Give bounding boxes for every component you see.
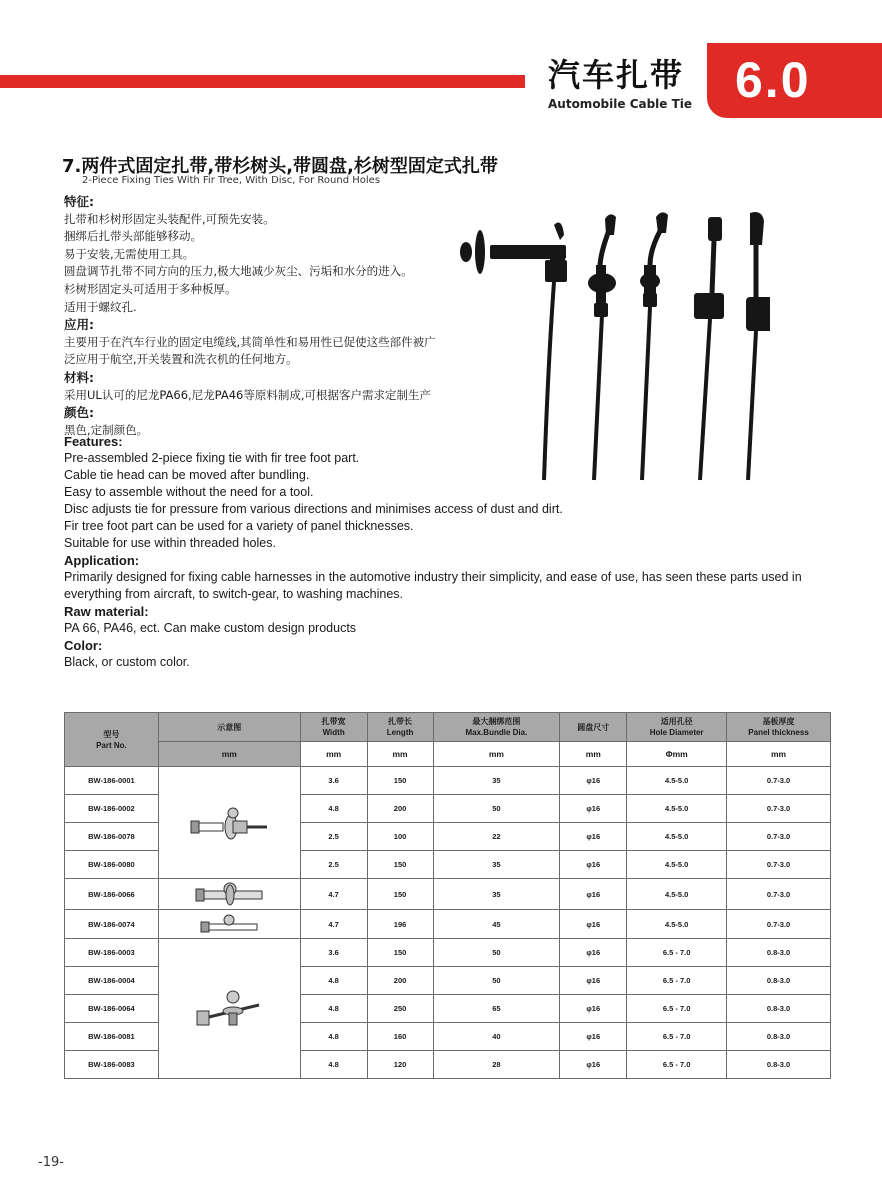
- cell-bundle: 35: [433, 879, 560, 910]
- cell-disc: φ16: [560, 879, 627, 910]
- cell-bundle: 35: [433, 767, 560, 795]
- header-disc: 圆盘尺寸: [560, 713, 627, 742]
- cell-length: 150: [367, 879, 433, 910]
- cell-panel: 0.7-3.0: [727, 823, 831, 851]
- cn-application: 主要用于在汽车行业的固定电缆线,其简单性和易用性已促使这些部件被广泛应用于航空,开关装置和洗衣机的任何地方。: [64, 334, 436, 367]
- cell-length: 250: [367, 995, 433, 1023]
- cell-width: 4.7: [300, 910, 367, 939]
- unit-hole: Φmm: [627, 742, 727, 767]
- table-row: [65, 939, 831, 967]
- cell-length: 200: [367, 795, 433, 823]
- cn-material: 采用UL认可的尼龙PA66,尼龙PA46等原料制成,可根据客户需求定制生产: [64, 387, 432, 402]
- cell-length: 196: [367, 910, 433, 939]
- section-title-cn: 7.两件式固定扎带,带杉树头,带圆盘,杉树型固定式扎带: [62, 156, 498, 177]
- tie-diagram-icon: [189, 983, 269, 1033]
- cell-disc: φ16: [560, 939, 627, 967]
- cell-bundle: 50: [433, 795, 560, 823]
- cell-width: 4.8: [300, 795, 367, 823]
- cell-diagram: [158, 879, 300, 910]
- header-part-no: [65, 713, 159, 767]
- cell-part-no: BW-186-0001: [65, 767, 159, 795]
- table-units-row: [65, 742, 831, 767]
- cn-features-heading: 特征:: [64, 194, 94, 209]
- cell-hole: 6.5 - 7.0: [627, 939, 727, 967]
- header-panel: [727, 713, 831, 742]
- en-feature: Fir tree foot part can be used for a variety of panel thicknesses.: [64, 519, 414, 533]
- unit-bundle: mm: [433, 742, 560, 767]
- header-part-cn: 型号: [103, 729, 120, 739]
- cell-part-no: BW-186-0004: [65, 967, 159, 995]
- header-length-en: Length: [386, 728, 414, 737]
- cell-disc: φ16: [560, 967, 627, 995]
- cell-hole: 6.5 - 7.0: [627, 967, 727, 995]
- cell-hole: 6.5 - 7.0: [627, 1023, 727, 1051]
- header-bundle-cn: 最大捆绑范围: [472, 717, 521, 726]
- cell-length: 200: [367, 967, 433, 995]
- cell-diagram: [158, 910, 300, 939]
- en-features-heading: Features:: [64, 434, 123, 449]
- cell-panel: 0.8-3.0: [727, 1023, 831, 1051]
- en-application: Primarily designed for fixing cable harnesses in the automotive industry their simplicity, and ease of use, has seen these parts used in everything from aircraft, to switch-gear, to washing machines.: [64, 570, 802, 601]
- cell-length: 150: [367, 767, 433, 795]
- cell-hole: 4.5-5.0: [627, 851, 727, 879]
- en-color-heading: Color:: [64, 638, 103, 653]
- cn-feature: 易于安装,无需使用工具。: [64, 246, 195, 261]
- cell-bundle: 50: [433, 967, 560, 995]
- en-material: PA 66, PA46, ect. Can make custom design products: [64, 621, 357, 635]
- cell-width: 2.5: [300, 851, 367, 879]
- cell-hole: 4.5-5.0: [627, 879, 727, 910]
- cell-length: 160: [367, 1023, 433, 1051]
- cell-part-no: BW-186-0083: [65, 1051, 159, 1079]
- cell-width: 3.6: [300, 939, 367, 967]
- cell-disc: φ16: [560, 1051, 627, 1079]
- cell-width: 3.6: [300, 767, 367, 795]
- header-panel-en: Panel thickness: [748, 728, 809, 737]
- header-width-en: Width: [322, 728, 345, 737]
- cell-width: 4.8: [300, 995, 367, 1023]
- cell-bundle: 65: [433, 995, 560, 1023]
- en-feature: Suitable for use within threaded holes.: [64, 536, 276, 550]
- header-length-cn: 扎带长: [388, 717, 413, 726]
- cell-bundle: 40: [433, 1023, 560, 1051]
- cell-width: 4.8: [300, 1023, 367, 1051]
- cell-bundle: 22: [433, 823, 560, 851]
- unit-disc: mm: [560, 742, 627, 767]
- table-row: [65, 910, 831, 939]
- cell-panel: 0.7-3.0: [727, 910, 831, 939]
- chinese-description: [64, 193, 444, 439]
- section-number-badge: [707, 43, 882, 118]
- cell-disc: φ16: [560, 995, 627, 1023]
- header-length: [367, 713, 433, 742]
- cell-panel: 0.7-3.0: [727, 879, 831, 910]
- cell-bundle: 35: [433, 851, 560, 879]
- header-panel-cn: 基板厚度: [762, 717, 795, 726]
- cn-feature: 扎带和杉树形固定头装配件,可预先安装。: [64, 211, 275, 226]
- header-width-cn: 扎带宽: [321, 717, 346, 726]
- en-feature: Disc adjusts tie for pressure from various directions and minimises access of dust and dirt.: [64, 502, 563, 516]
- header-diagram: 示意图: [158, 713, 300, 742]
- cell-length: 150: [367, 851, 433, 879]
- en-feature: Pre-assembled 2-piece fixing tie with fir tree foot part.: [64, 451, 360, 465]
- cell-part-no: BW-186-0081: [65, 1023, 159, 1051]
- unit-width: mm: [300, 742, 367, 767]
- header-width: [300, 713, 367, 742]
- table-row: [65, 879, 831, 910]
- cell-part-no: BW-186-0080: [65, 851, 159, 879]
- cell-length: 100: [367, 823, 433, 851]
- cn-application-heading: 应用:: [64, 317, 94, 333]
- cell-panel: 0.7-3.0: [727, 767, 831, 795]
- cell-disc: φ16: [560, 1023, 627, 1051]
- cell-part-no: BW-186-0074: [65, 910, 159, 939]
- table-row: [65, 767, 831, 795]
- cell-diagram: [158, 939, 300, 1079]
- header-part-en: Part No.: [96, 740, 127, 750]
- cell-disc: φ16: [560, 851, 627, 879]
- cn-feature: 圆盘调节扎带不同方向的压力,极大地减少灰尘、污垢和水分的进入。: [64, 264, 413, 279]
- cell-bundle: 50: [433, 939, 560, 967]
- header-title-en: Automobile Cable Tie: [548, 97, 693, 111]
- english-description: [64, 433, 844, 671]
- cell-length: 120: [367, 1051, 433, 1079]
- en-material-heading: Raw material:: [64, 604, 149, 619]
- table-header-row: [65, 713, 831, 742]
- cell-bundle: 45: [433, 910, 560, 939]
- cell-part-no: BW-186-0002: [65, 795, 159, 823]
- cell-hole: 6.5 - 7.0: [627, 995, 727, 1023]
- cell-disc: φ16: [560, 795, 627, 823]
- cn-color-heading: 颜色:: [64, 405, 94, 421]
- unit-panel: mm: [727, 742, 831, 767]
- header-title-cn: 汽车扎带: [548, 56, 685, 94]
- section-title-en: 2-Piece Fixing Ties With Fir Tree, With Disc, For Round Holes: [82, 175, 381, 186]
- cell-hole: 4.5-5.0: [627, 795, 727, 823]
- cell-disc: φ16: [560, 910, 627, 939]
- section-number: 6.0: [735, 52, 811, 108]
- cell-hole: 6.5 - 7.0: [627, 1051, 727, 1079]
- tie-diagram-icon: [189, 797, 269, 847]
- cell-panel: 0.8-3.0: [727, 1051, 831, 1079]
- cell-panel: 0.7-3.0: [727, 795, 831, 823]
- cn-feature: 捆绑后扎带头部能够移动。: [64, 229, 202, 244]
- cell-disc: φ16: [560, 767, 627, 795]
- cell-panel: 0.8-3.0: [727, 939, 831, 967]
- unit-length: mm: [367, 742, 433, 767]
- cn-feature: 杉树形固定头可适用于多种板厚。: [64, 281, 237, 296]
- cell-disc: φ16: [560, 823, 627, 851]
- en-feature: Cable tie head can be moved after bundling.: [64, 468, 310, 482]
- cell-hole: 4.5-5.0: [627, 910, 727, 939]
- cell-part-no: BW-186-0066: [65, 879, 159, 910]
- en-feature: Easy to assemble without the need for a tool.: [64, 485, 314, 499]
- cell-width: 4.7: [300, 879, 367, 910]
- cn-color: 黑色,定制颜色。: [64, 422, 149, 437]
- cell-hole: 4.5-5.0: [627, 823, 727, 851]
- cell-hole: 4.5-5.0: [627, 767, 727, 795]
- spec-table: [64, 712, 831, 1079]
- cell-part-no: BW-186-0003: [65, 939, 159, 967]
- cn-material-heading: 材料:: [64, 369, 94, 385]
- tie-diagram-icon: [194, 879, 264, 907]
- header-hole-en: Hole Diameter: [649, 728, 704, 737]
- header-red-bar: [0, 75, 525, 88]
- cell-part-no: BW-186-0078: [65, 823, 159, 851]
- header-bundle-en: Max.Bundle Dia.: [465, 728, 528, 737]
- header-hole-cn: 适用孔径: [660, 717, 693, 726]
- cn-feature: 适用于螺纹孔.: [64, 299, 137, 314]
- cell-width: 4.8: [300, 1051, 367, 1079]
- cell-width: 4.8: [300, 967, 367, 995]
- cell-panel: 0.7-3.0: [727, 851, 831, 879]
- cell-panel: 0.8-3.0: [727, 995, 831, 1023]
- header-hole: [627, 713, 727, 742]
- cell-length: 150: [367, 939, 433, 967]
- cell-part-no: BW-186-0064: [65, 995, 159, 1023]
- cell-bundle: 28: [433, 1051, 560, 1079]
- cell-panel: 0.8-3.0: [727, 967, 831, 995]
- cell-diagram: [158, 767, 300, 879]
- tie-diagram-icon: [199, 910, 259, 936]
- header-bundle: [433, 713, 560, 742]
- cell-width: 2.5: [300, 823, 367, 851]
- unit-diagram: mm: [158, 742, 300, 767]
- en-color: Black, or custom color.: [64, 655, 190, 669]
- page-number: -19-: [38, 1155, 64, 1170]
- en-application-heading: Application:: [64, 553, 140, 568]
